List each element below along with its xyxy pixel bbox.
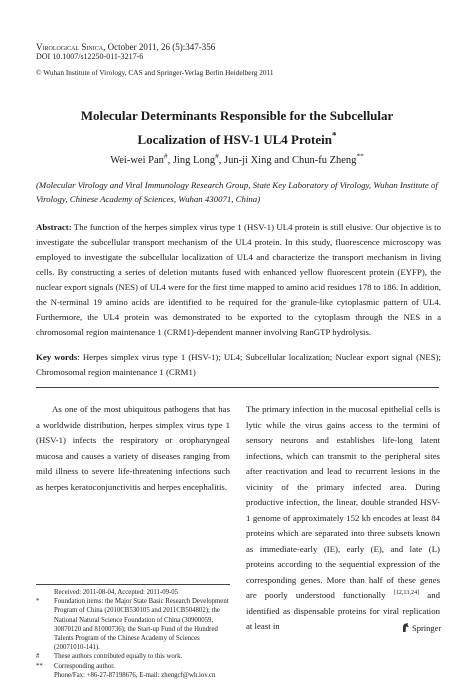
keywords-label: Key words — [36, 352, 78, 362]
journal-issue: , October 2011, 26 (5):347-356 — [103, 42, 216, 52]
author-3-mark: ** — [356, 151, 364, 161]
body-right-text-a: The primary infection in the mucosal epithelial cells is lytic while the virus gains access to the termini of sensory neurons and establishes life-long latent infections, which can transmit to the peripheral sites after reactivation and lead to recurrent lesions in the vicinity of the primary infected area. During productive infection, the linear, double stranded HSV-1 genome of approximately 152 kb encodes at least 84 proteins which are separated into three subsets known as immediate-early (IE), early (E), and late (L) proteins according to the sequential expression of the corresponding genes. More than half of these genes are poorly understood functionally — [246, 404, 440, 600]
contact-text: Phone/Fax: +86-27-87198676, E-mail: zhengcf@wh.iov.cn — [54, 671, 216, 679]
springer-horse-icon — [401, 622, 410, 633]
citation-ref: [12,13,24] — [393, 590, 420, 597]
keywords — [36, 350, 441, 380]
footnote-received — [36, 588, 230, 597]
footnote-equal-contribution — [36, 652, 230, 661]
author-2-mark: # — [215, 151, 219, 161]
paper-title-line2 — [0, 132, 474, 148]
title-mark: * — [331, 130, 337, 141]
footnotes — [36, 588, 230, 680]
footnote-contact — [36, 671, 230, 680]
author-3: , Jun-ji Xing and Chun-fu Zheng — [218, 155, 357, 166]
abstract-label: Abstract: — [36, 222, 72, 232]
affiliation: (Molecular Virology and Viral Immunology Research Group, State Key Laboratory of Virology, Wuhan Institute of Virology, Chinese Academy of Sciences, Wuhan 430071, China) — [36, 180, 438, 204]
journal-name: Virological Sinica — [36, 42, 104, 52]
abstract-text: The function of the herpes simplex virus type 1 (HSV-1) UL4 protein is still elusive. Our objective is to investigate the subcellular transport mechanism of the UL4 protein. In this study, fluorescence microscopy was employed to investigate the subcellular localization of UL4 and characterize the transport mechanism in living cells. By constructing a series of deletion mutants fused with enhanced yellow fluorescent protein (EYFP), the nuclear export signals (NES) of UL4 were for the first time mapped to amino acid residues 178 to 186. In addition, the N-terminal 19 amino acids are identified to be required for the granule-like cytoplasmic pattern of UL4. Furthermore, the UL4 protein was demonstrated to be exported to the cytoplasm through the NES in a chromosomal region maintenance 1 (CRM1)-dependent manner involving RanGTP hydrolysis. — [36, 222, 441, 337]
body-left-text: As one of the most ubiquitous pathogens that has a worldwide distribution, herpes simplex virus type 1 (HSV-1) infects the respiratory or oropharyngeal mucosa and causes a variety of diseases ranging from mild illness to severe life-threatening infections such as herpes keratoconjunctivitis and herpes encephalitis. — [36, 404, 230, 492]
footnote-mark: * — [36, 598, 40, 606]
body-left-column — [36, 402, 230, 495]
body-right-text-b: and identified as dispensable proteins for viral replication at least in — [246, 590, 441, 631]
foundation-text: Foundation items: the Major State Basic Research Development Program of China (2010CB530105 and 2011CB504802); the National Natural Science Foundation of China (30900059, 30870120 and 81000736); the Start-up Fund of the Hundred Talents Program of the Chinese Academy of Sciences (20071010-141). — [54, 598, 229, 652]
doi: DOI 10.1007/s12250-011-3217-6 — [36, 52, 144, 61]
keywords-text: : Herpes simplex virus type 1 (HSV-1); UL4; Subcellular localization; Nuclear export signal (NES); Chromosomal region maintenance 1 (CRM1) — [36, 352, 441, 377]
section-divider — [36, 387, 439, 388]
footnote-mark: # — [36, 653, 40, 661]
footnote-foundation — [36, 597, 230, 652]
footnote-divider — [36, 584, 230, 585]
author-1-mark: # — [163, 151, 168, 161]
equal-contribution-text: These authors contributed equally to this work. — [54, 653, 183, 661]
footnote-mark: ** — [36, 662, 43, 670]
paper-title-line1: Molecular Determinants Responsible for the Subcellular — [80, 108, 394, 123]
author-2: , Jing Long — [167, 155, 216, 166]
title-text: Localization of HSV-1 UL4 Protein — [137, 132, 332, 147]
author-1: Wei-wei Pan — [110, 155, 164, 166]
abstract — [36, 220, 441, 340]
body-right-column — [246, 402, 440, 635]
publisher-logo — [401, 622, 441, 633]
corresponding-text: Corresponding author. — [54, 662, 115, 670]
footnote-corresponding — [36, 662, 230, 671]
author-list — [0, 151, 474, 166]
copyright: © Wuhan Institute of Virology, CAS and Springer-Verlag Berlin Heidelberg 2011 — [36, 68, 274, 77]
journal-header — [36, 42, 215, 52]
publisher-name: Springer — [412, 622, 442, 633]
received-text: Received: 2011-08-04, Accepted: 2011-09-05 — [54, 589, 179, 596]
